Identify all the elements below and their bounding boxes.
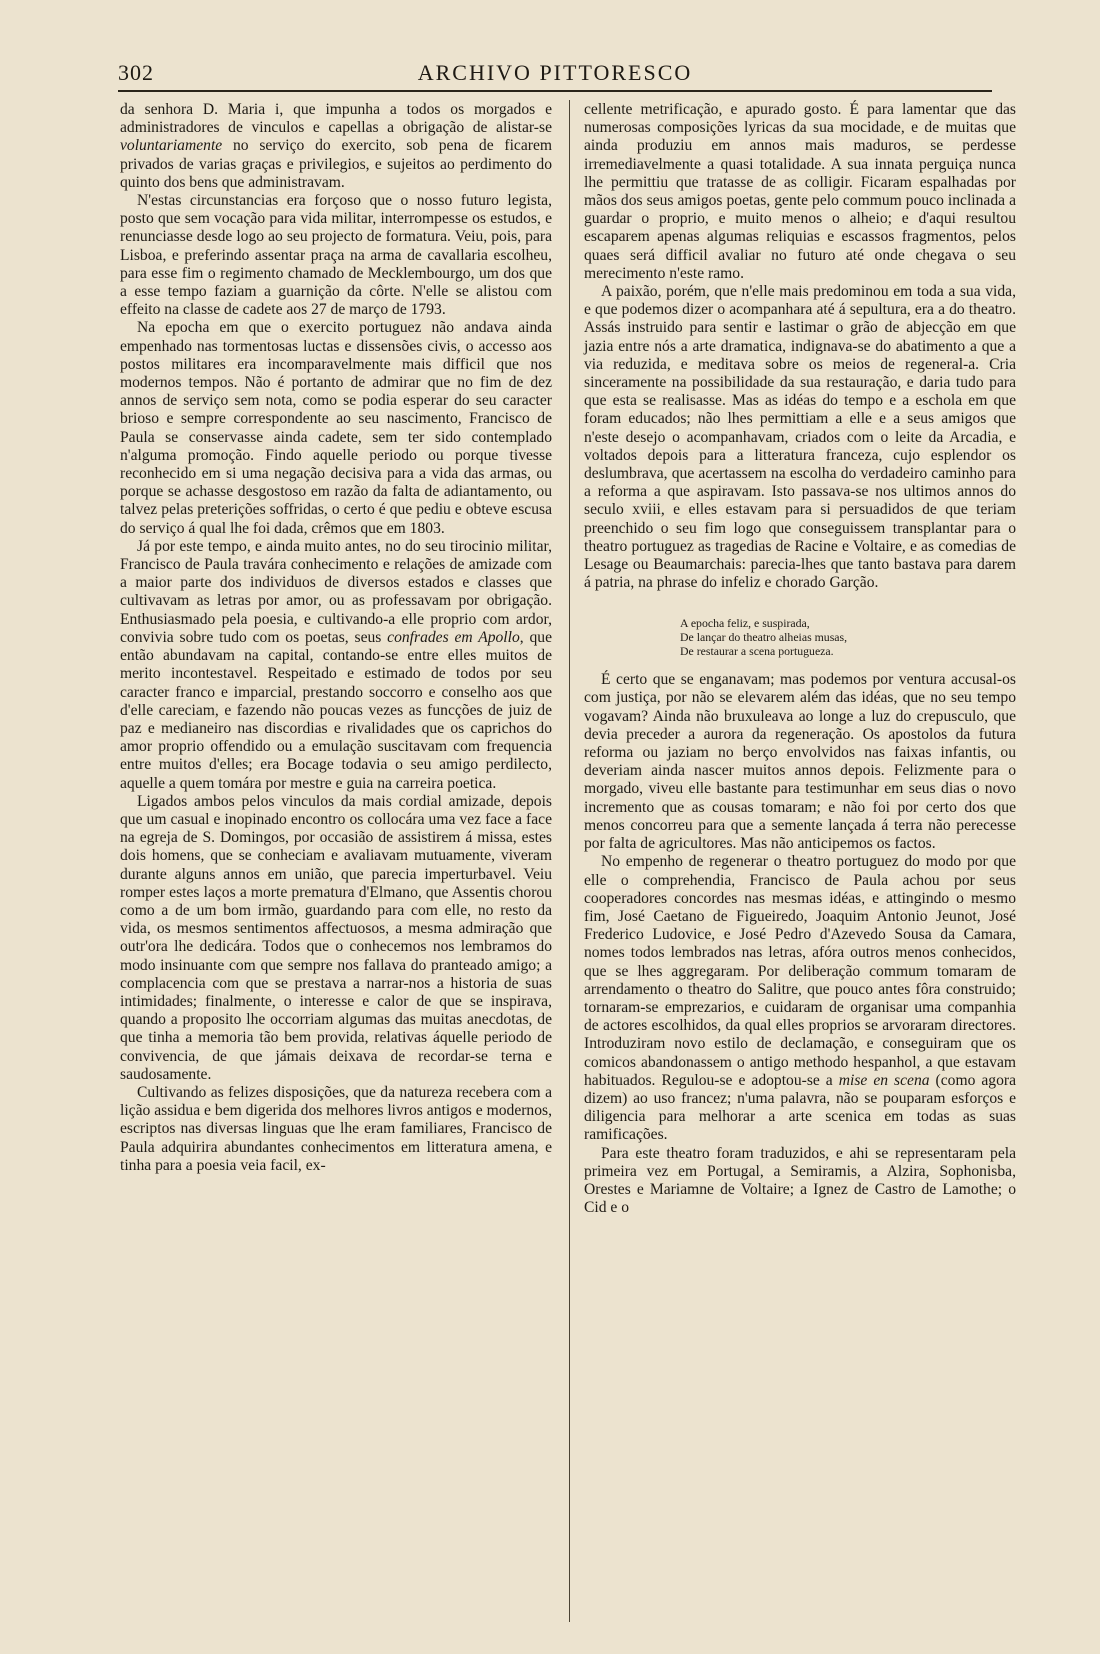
paragraph-text: Já por este tempo, e ainda muito antes, no do seu tirocinio militar, Francisco de Paula travára conhecimento e relações de amizade com a maior parte dos individuos de diversos estados e classes que cultivavam as letras por amor, ou as professavam por obrigação. Enthusiasmado pela poesia, e cultivando-a elle proprio com ardor, convivia sobre tudo com os poetas, seus bbox=[120, 537, 552, 646]
paragraph-text: no serviço do exercito, sob pena de ficarem privados de varias graças e privilegios, e sujeitos ao perdimento do quinto dos bens que administravam. bbox=[120, 137, 552, 191]
italic-term: voluntariamente bbox=[120, 137, 223, 155]
paragraph-text: (como agora dizem) ao uso francez; n'uma palavra, não se pouparam esforços e diligencia para melhorar a arte scenica em todas as suas ramificações. bbox=[584, 1071, 1017, 1144]
paragraph: Para este theatro foram traduzidos, e ahi se representaram pela primeira vez em Portugal, a Semiramis, a Alzira, Sophonisba, Orestes e Mariamne de Voltaire; a Ignez de Castro de Lamothe; o Cid e o bbox=[584, 1144, 1016, 1217]
italic-term: mise en scena bbox=[838, 1071, 930, 1089]
poem-line: De lançar do theatro alheias musas, bbox=[680, 630, 848, 645]
header-rule bbox=[118, 90, 992, 92]
italic-term: confrades em Apollo bbox=[387, 628, 520, 646]
paragraph: A paixão, porém, que n'elle mais predominou em toda a sua vida, e que podemos dizer o acompanhara até á sepultura, era a do theatro. Assás instruido para sentir e lastimar o grão de abjecção em que jazia entre nós a arte dramatica, indignava-se do abatimento a que a via reduzida, e meditava sobre os meios de regeneral-a. Cria sinceramente na possibilidade da sua restauração, e daria tudo para que esta se realisasse. Mas as idéas do tempo e a eschola em que foram educados; não lhes permittiam a elle e a seus amigos que n'este desejo o acompanhavam, criados com o leite da Arcadia, e voltados depois para a litteratura franceza, cujo esplendor os deslumbrava, que acertassem na escolha do verdadeiro caminho para a reforma a que aspiravam. Isto passava-se nos ultimos annos do seculo xviii, e elles estavam para si persuadidos de que teriam preenchido o seu fim logo que conseguissem transplantar para o theatro portuguez as tragedias de Racine e Voltaire, e as comedias de Lesage ou Beaumarchais: parecia-lhes que tanto bastava para darem á patria, na phrase do infeliz e chorado Garção. bbox=[584, 283, 1016, 592]
poem-line: A epocha feliz, e suspirada, bbox=[680, 616, 810, 631]
paragraph bbox=[584, 853, 1016, 1144]
running-title: ARCHIVO PITTORESCO bbox=[417, 60, 693, 85]
page-header bbox=[118, 56, 992, 92]
paragraph: Na epocha em que o exercito portuguez não andava ainda empenhado nas tormentosas luctas e dissensões civis, o accesso aos postos militares era incomparavelmente mais difficil que nos modernos tempos. Não é portanto de admirar que no fim de dez annos de serviço sem nota, como se podia esperar do seu caracter brioso e sempre correspondente ao seu nascimento, Francisco de Paula se conservasse ainda cadete, sem ter sido contemplado n'alguma promoção. Findo aquelle periodo ou porque tivesse reconhecido em si uma negação decisiva para a vida das armas, ou porque se achasse desgostoso em razão da falta de adiantamento, ou talvez pelas preterições soffridas, o certo é que pediu e obteve escusa do serviço á qual lhe foi dada, crêmos que em 1803. bbox=[120, 319, 552, 537]
paragraph: cellente metrificação, e apurado gosto. É para lamentar que das numerosas composições lyricas da sua mocidade, e de muitas que ainda produziu em annos mais maduros, se perdesse irremediavelmente a quasi totalidade. A sua innata perguiça nunca lhe permittiu que tratasse de as colligir. Ficaram espalhadas por mãos dos seus amigos poetas, gente pelo commum pouco inclinada a guardar o proprio, e muito menos o alheio; e d'aqui resultou escaparem apenas algumas reliquias e escassos fragmentos, pelos quaes será difficil avaliar no futuro até onde chegava o seu merecimento n'este ramo. bbox=[584, 101, 1016, 282]
paragraph-text: No empenho de regenerar o theatro portuguez do modo por que elle o comprehendia, Francisco de Paula achou por seus cooperadores concordes nas mesmas idéas, e attingindo o mesmo fim, José Caetano de Figueiredo, Joaquim Antonio Jeunot, José Frederico Ludovice, e José Pedro d'Azevedo Sousa da Camara, nomes todos lembrados nas letras, afóra outros menos conhecidos, que se lhes aggregaram. Por deliberação commum tomaram de arrendamento o theatro do Salitre, que pouco antes fôra construido; tornaram-se emprezarios, e cuidaram de organisar uma companhia de actores escolhidos, da qual elles proprios se arvoraram directores. Introduziram novo estilo de declamação, e conseguiram que os comicos abandonassem o antigo methodo hespanhol, a que estavam habituados. Regulou-se e adoptou-se a bbox=[584, 853, 1016, 1089]
paragraph-text: , que então abundavam na capital, contando-se entre elles muitos de merito incontestavel. Respeitado e estimado de todos por seu caracter franco e imparcial, prestando soccorro e conselho aos que d'elle careciam, e fazendo não poucas vezes as funcções de juiz de paz e medianeiro nas discordias e rivalidades que os caprichos do amor proprio offendido ou a emulação suscitavam com frequencia entre muitos d'elles; era Bocage todavia o seu amigo perdilecto, aquelle a quem tomára por mestre e guia na carreira poetica. bbox=[120, 628, 553, 792]
paragraph: N'estas circunstancias era forçoso que o nosso futuro legista, posto que sem vocação para vida militar, interrompesse os estudos, e renunciasse desde logo ao seu projecto de formatura. Veiu, pois, para Lisboa, e preferindo assentar praça na arma de cavallaria escolheu, para esse fim o regimento chamado de Mecklembourgo, um dos que a esse tempo faziam a guarnição da côrte. N'elle se alistou com effeito na classe de cadete aos 27 de março de 1793. bbox=[120, 192, 552, 319]
poem-quote bbox=[584, 617, 1016, 658]
page-number: 302 bbox=[118, 60, 154, 85]
paragraph-text: da senhora D. Maria i, que impunha a todos os morgados e administradores de vinculos e capellas a obrigação de alistar-se bbox=[120, 101, 552, 137]
poem-line: De restaurar a scena portugueza. bbox=[680, 643, 834, 658]
paragraph bbox=[120, 101, 552, 192]
right-column bbox=[584, 101, 1016, 1217]
paragraph: Ligados ambos pelos vinculos da mais cordial amizade, depois que um casual e inopinado encontro os collocára uma vez face a face na egreja de S. Domingos, por occasião de assistirem á missa, estes dois homens, que se conheciam e avaliavam mutuamente, viveram durante alguns annos em união, que parecia imperturbavel. Veiu romper estes laços a morte prematura d'Elmano, que Assentis chorou como a de um bom irmão, guardando para com elle, no resto da vida, os mesmos sentimentos affectuosos, a mesma admiração que outr'ora lhe dedicára. Todos que o conhecemos nos lembramos do modo insinuante com que sempre nos fallava do pranteado amigo; a complacencia com que se prestava a narrar-nos a historia de suas intimidades; finalmente, o interesse e calor de que se inspirava, quando a proposito lhe occorriam algumas das muitas anecdotas, de que tinha a memoria tão bem provida, relativas áquelle periodo de convivencia, de que jámais deixava de recordar-se terna e saudosamente. bbox=[120, 792, 552, 1083]
paragraph: Cultivando as felizes disposições, que da natureza recebera com a lição assidua e bem digerida dos melhores livros antigos e modernos, escriptos nas diversas linguas que lhe eram familiares, Francisco de Paula adquirira abundantes conhecimentos em litteratura amena, e tinha para a poesia veia facil, ex- bbox=[120, 1083, 552, 1174]
paragraph bbox=[120, 538, 552, 793]
left-column bbox=[120, 101, 552, 1175]
paragraph: É certo que se enganavam; mas podemos por ventura accusal-os com justiça, por não se elevarem além das idéas, que no seu tempo vogavam? Ainda não bruxuleava ao longe a luz do crepusculo, que devia preceder a aurora da regeneração. Os apostolos da futura reforma ou jaziam no berço envolvidos nas faixas infantis, ou deveriam ainda nascer muitos annos depois. Felizmente para o morgado, viveu elle bastante para testimunhar em seus dias o novo incremento que as cousas tomaram; e não foi por certo dos que menos concorreu para que a semente lançada á terra não perecesse por falta de agricultores. Mas não anticipemos os factos. bbox=[584, 671, 1016, 853]
column-divider bbox=[569, 100, 570, 1622]
